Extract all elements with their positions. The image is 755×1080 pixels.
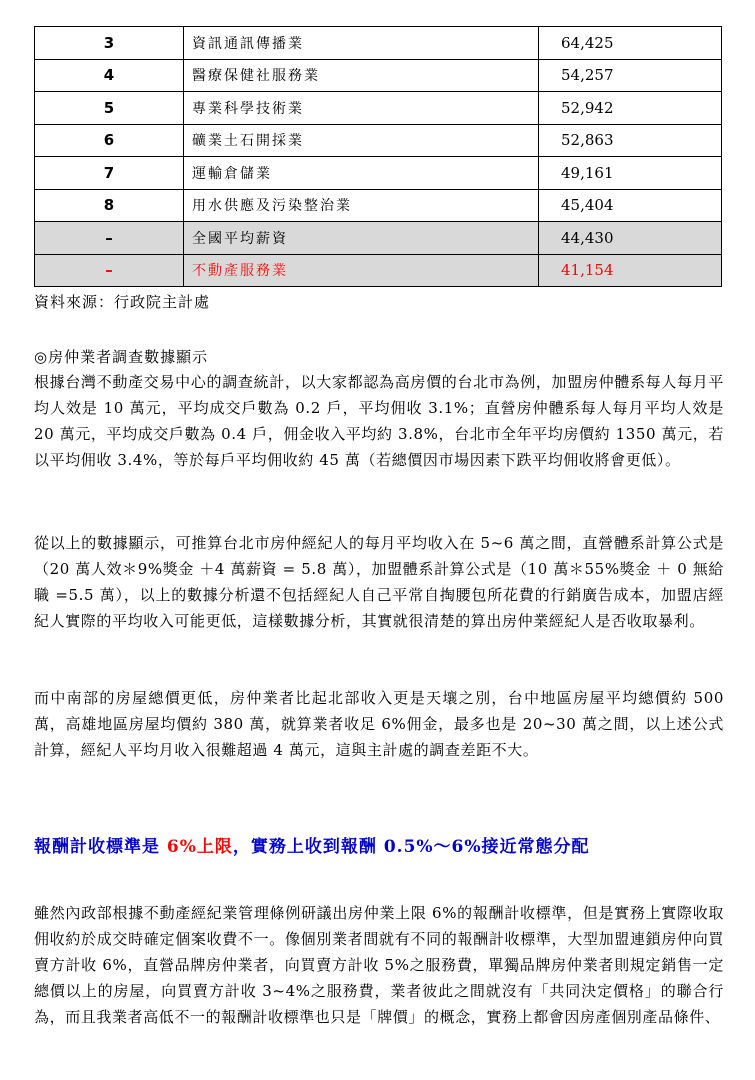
- salary-cell: 64,425: [539, 27, 722, 60]
- rank-cell: 8: [35, 189, 184, 222]
- table-row: [35, 59, 722, 92]
- paragraph-income-calculation: 從以上的數據顯示，可推算台北市房仲經紀人的每月平均收入在 5~6 萬之間，直營體系計算公式是（20 萬人效＊9%獎金 ＋4 萬薪資 = 5.8 萬），加盟體系計算公式是（10 萬＊55%獎金 ＋ 0 無給職 =5.5 萬），以上的數據分析還不包括經紀人自己平常自掏腰包所花費的行銷廣告成本，加盟店經紀人實際的平均收入可能更低，這樣數據分析，其實就很清楚的算出房仲業經紀人是否收取暴利。: [34, 534, 724, 630]
- table-row: [35, 254, 722, 287]
- salary-cell: 52,942: [539, 92, 722, 125]
- rank-cell: 7: [35, 157, 184, 190]
- industry-cell: 用水供應及污染整治業: [184, 189, 539, 222]
- table-row: [35, 189, 722, 222]
- industry-salary-table: [34, 26, 722, 287]
- table-row: [35, 222, 722, 255]
- rank-cell: 3: [35, 27, 184, 60]
- section-heading: [34, 832, 590, 857]
- heading-part-1: 報酬計收標準是: [34, 837, 167, 857]
- paragraph-survey-stats: 根據台灣不動產交易中心的調查統計，以大家都認為高房價的台北市為例，加盟房仲體系每人每月平均人效是 10 萬元，平均成交戶數為 0.2 戶，平均佣收 3.1%；直營房仲體系每人每月平均人效是 20 萬元，平均成交戶數為 0.4 戶，佣金收入平均約 3.8%，台北市全年平均房價約 1350 萬元，若以平均佣收 3.4%，等於每戶平均佣收約 45 萬（若總價因市場因素下跌平均佣收將會更低）。: [34, 373, 724, 469]
- table-row: [35, 124, 722, 157]
- rank-cell: 6: [35, 124, 184, 157]
- industry-cell: 資訊通訊傳播業: [184, 27, 539, 60]
- rank-cell: 5: [35, 92, 184, 125]
- section-subheading: ◎房仲業者調查數據顯示: [34, 348, 209, 366]
- paragraph-commission-standard: 雖然內政部根據不動產經紀業管理條例研議出房仲業上限 6%的報酬計收標準，但是實務上實際收取佣收約於成交時確定個案收費不一。像個別業者間就有不同的報酬計收標準，大型加盟連鎖房仲向買賣方計收 6%，直營品牌房仲業者，向買賣方計收 5%之服務費，單獨品牌房仲業者則規定銷售一定總價以上的房屋，向買賣方計收 3~4%之服務費，業者彼此之間就沒有「共同決定價格」的聯合行為，而且我業者高低不一的報酬計收標準也只是「牌價」的概念，實務上都會因房產個別產品條件、: [34, 904, 724, 1026]
- industry-cell: 專業科學技術業: [184, 92, 539, 125]
- rank-cell: –: [35, 254, 184, 287]
- table-row: [35, 157, 722, 190]
- salary-cell: 52,863: [539, 124, 722, 157]
- rank-cell: 4: [35, 59, 184, 92]
- salary-table-body: [35, 27, 722, 287]
- salary-cell: 45,404: [539, 189, 722, 222]
- industry-cell: 不動產服務業: [184, 254, 539, 287]
- table-row: [35, 27, 722, 60]
- salary-cell: 54,257: [539, 59, 722, 92]
- heading-part-2: ，實務上收到報酬 0.5%～6%接近常態分配: [232, 837, 590, 857]
- salary-cell: 44,430: [539, 222, 722, 255]
- data-source-note: 資料來源：行政院主計處: [34, 293, 211, 311]
- industry-cell: 全國平均薪資: [184, 222, 539, 255]
- paragraph-regional-comparison: 而中南部的房屋總價更低，房仲業者比起北部收入更是天壤之別，台中地區房屋平均總價約 500 萬，高雄地區房屋均價約 380 萬，就算業者收足 6%佣金，最多也是 20~30 萬之間，以上述公式計算，經紀人平均月收入很難超過 4 萬元，這與主計處的調查差距不大。: [34, 689, 724, 759]
- heading-highlight: 6%上限: [166, 837, 233, 857]
- table-row: [35, 92, 722, 125]
- rank-cell: –: [35, 222, 184, 255]
- industry-cell: 礦業土石開採業: [184, 124, 539, 157]
- salary-cell: 49,161: [539, 157, 722, 190]
- salary-cell: 41,154: [539, 254, 722, 287]
- industry-cell: 運輸倉儲業: [184, 157, 539, 190]
- industry-cell: 醫療保健社服務業: [184, 59, 539, 92]
